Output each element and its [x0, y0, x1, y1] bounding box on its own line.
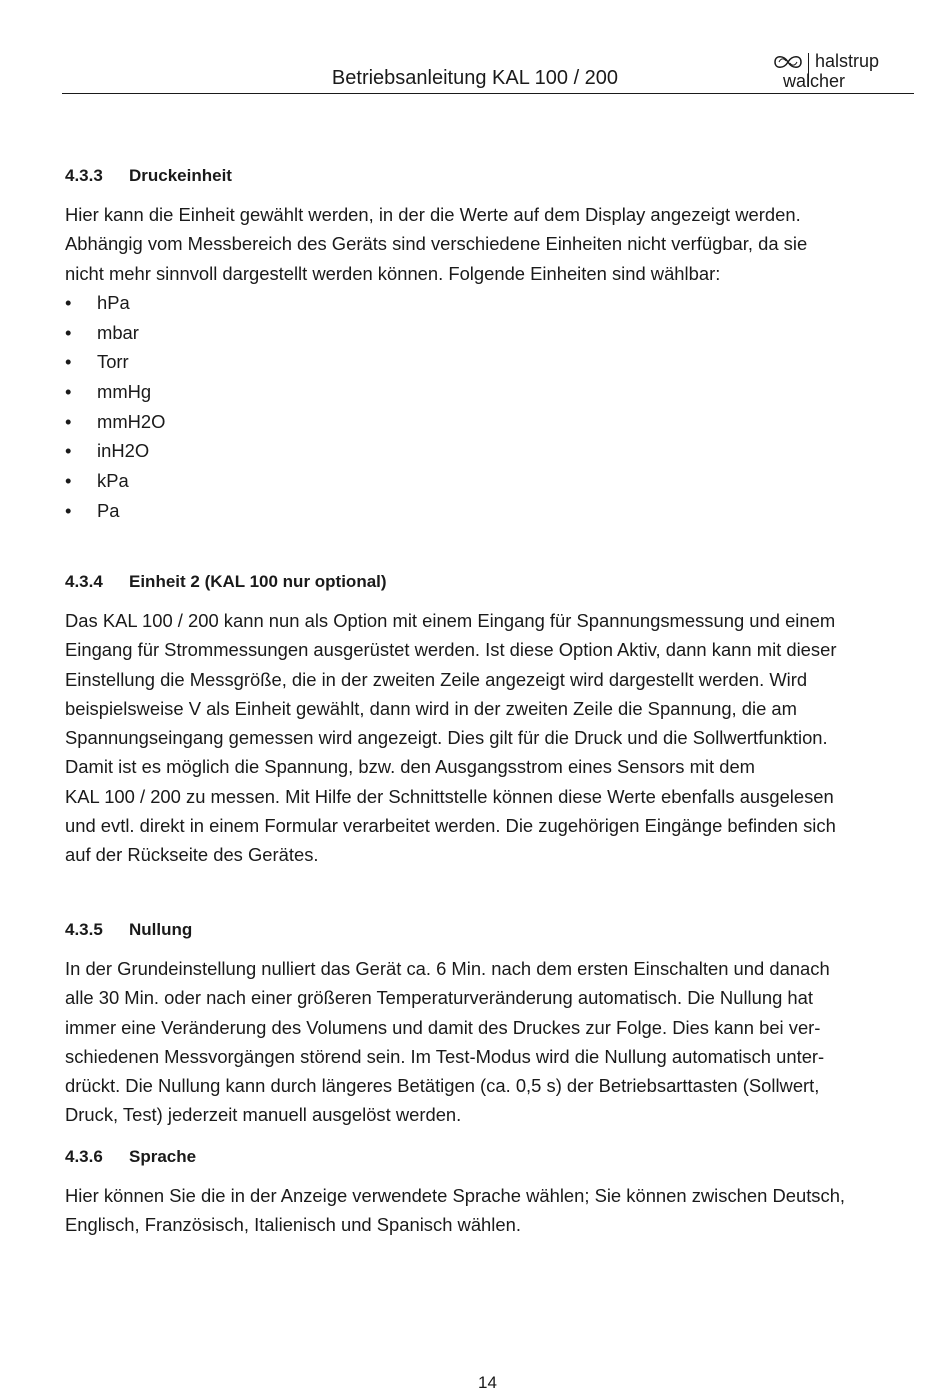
bullet-icon: •: [65, 321, 72, 343]
unit-label: kPa: [97, 470, 129, 492]
bullet-icon: •: [65, 470, 72, 492]
list-item: [65, 466, 165, 496]
list-item: [65, 377, 165, 407]
text-line: nicht mehr sinnvoll dargestellt werden können. Folgende Einheiten sind wählbar:: [65, 262, 721, 284]
paragraph-druckeinheit: [65, 200, 915, 288]
bullet-icon: •: [65, 292, 72, 313]
text-line: alle 30 Min. oder nach einer größeren Temperaturveränderung automatisch. Die Nullung hat: [65, 987, 813, 1009]
bullet-icon: •: [65, 410, 72, 432]
text-line: Damit ist es möglich die Spannung, bzw. den Ausgangsstrom eines Sensors mit dem: [65, 756, 755, 778]
text-line: Einstellung die Messgröße, die in der zweiten Zeile angezeigt wird dargestellt werden. Wird: [65, 668, 808, 690]
text-line: Abhängig vom Messbereich des Geräts sind verschiedene Einheiten nicht verfügbar, da sie: [65, 233, 808, 255]
section-number: 4.3.6: [65, 1147, 103, 1166]
text-line: Das KAL 100 / 200 kann nun als Option mit einem Eingang für Spannungsmessung und einem: [65, 610, 836, 631]
unit-label: Torr: [97, 351, 129, 373]
unit-label: inH2O: [97, 440, 150, 462]
text-line: und evtl. direkt in einem Formular verarbeitet werden. Die zugehörigen Eingänge befinden sich: [65, 815, 836, 837]
unit-label: mmHg: [97, 381, 152, 403]
logo-text-walcher: walcher: [783, 71, 846, 91]
unit-list: [65, 288, 165, 526]
list-item: [65, 318, 165, 348]
unit-label: hPa: [97, 292, 130, 313]
list-item: [65, 496, 165, 526]
bullet-icon: •: [65, 499, 72, 521]
bullet-icon: •: [65, 381, 72, 403]
bullet-icon: •: [65, 440, 72, 462]
list-item: [65, 347, 165, 377]
section-title: Einheit 2 (KAL 100 nur optional): [129, 572, 387, 591]
paragraph-einheit-2: [65, 606, 915, 870]
text-line: Englisch, Französisch, Italienisch und Spanisch wählen.: [65, 1214, 521, 1236]
text-line: KAL 100 / 200 zu messen. Mit Hilfe der Schnittstelle können diese Werte ebenfalls ausgelesen: [65, 785, 834, 807]
page-number: 14: [478, 1373, 497, 1392]
section-number: 4.3.5: [65, 920, 103, 939]
text-line: Hier kann die Einheit gewählt werden, in der die Werte auf dem Display angezeigt werden.: [65, 204, 801, 225]
section-heading-druckeinheit: [65, 165, 232, 187]
section-number: 4.3.3: [65, 166, 103, 185]
text-line: Druck, Test) jederzeit manuell ausgelöst werden.: [65, 1104, 462, 1126]
text-line: immer eine Veränderung des Volumens und damit des Druckes zur Folge. Dies kann bei ver-: [65, 1016, 821, 1038]
text-line: Spannungseingang gemessen wird angezeigt. Dies gilt für die Druck und die Sollwertfunktion.: [65, 727, 828, 749]
section-title: Nullung: [129, 920, 193, 939]
text-line: Hier können Sie die in der Anzeige verwendete Sprache wählen; Sie können zwischen Deutsch,: [65, 1185, 846, 1206]
text-line: Eingang für Strommessungen ausgerüstet werden. Ist diese Option Aktiv, dann kann mit dieser: [65, 639, 837, 661]
bullet-icon: •: [65, 351, 72, 373]
logo-text-halstrup: halstrup: [815, 51, 880, 71]
text-line: beispielsweise V als Einheit gewählt, dann wird in der zweiten Zeile die Spannung, die am: [65, 697, 797, 719]
document-title: Betriebsanleitung KAL 100 / 200: [331, 67, 619, 89]
paragraph-sprache: [65, 1181, 915, 1240]
text-line: schiedenen Messvorgängen störend sein. Im Test-Modus wird die Nullung automatisch unter-: [65, 1045, 825, 1067]
company-logo: [772, 50, 902, 92]
list-item: [65, 436, 165, 466]
text-line: In der Grundeinstellung nulliert das Gerät ca. 6 Min. nach dem ersten Einschalten und danach: [65, 958, 830, 979]
section-number: 4.3.4: [65, 572, 103, 591]
section-heading-einheit-2: [65, 571, 387, 593]
section-title: Sprache: [129, 1147, 197, 1166]
section-heading-sprache: [65, 1146, 196, 1168]
list-item: [65, 407, 165, 437]
section-title: Druckeinheit: [129, 166, 232, 185]
unit-label: Pa: [97, 499, 120, 521]
text-line: auf der Rückseite des Gerätes.: [65, 844, 319, 866]
text-line: drückt. Die Nullung kann durch längeres Betätigen (ca. 0,5 s) der Betriebsarttasten (Sollwert,: [65, 1075, 820, 1097]
paragraph-nullung: [65, 954, 915, 1130]
unit-label: mbar: [97, 321, 139, 343]
infinity-loop-logo-icon: [772, 52, 804, 72]
list-item: [65, 288, 165, 318]
unit-label: mmH2O: [97, 410, 166, 432]
section-heading-nullung: [65, 919, 192, 941]
header-divider: [62, 93, 914, 94]
